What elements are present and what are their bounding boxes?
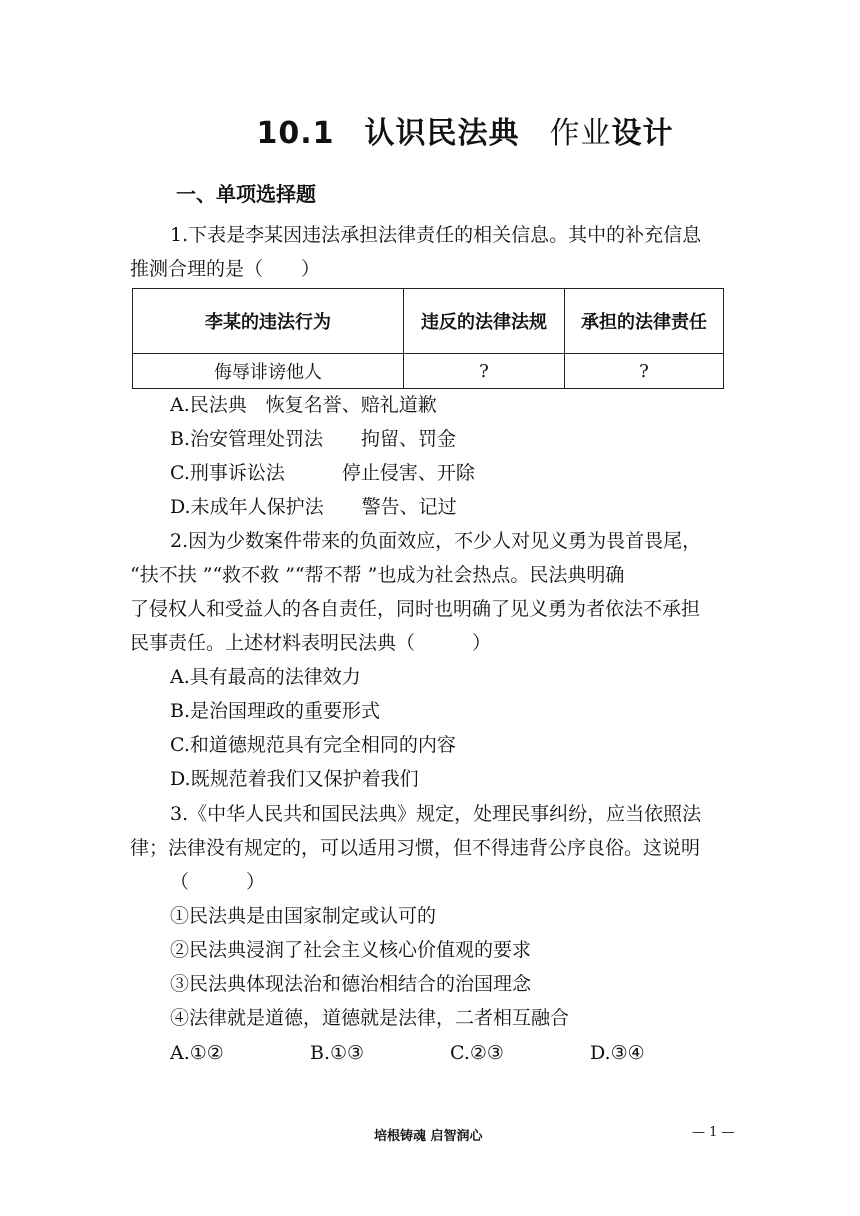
q1-option-a: A.民法典 恢复名誉、赔礼道歉 bbox=[170, 394, 437, 416]
q1-info-table bbox=[132, 288, 724, 389]
table-cell: ? bbox=[404, 354, 565, 389]
q3-statement-1: ①民法典是由国家制定或认可的 bbox=[170, 905, 437, 927]
q3-options-row bbox=[170, 1036, 730, 1070]
q3-stem-line3: （ ） bbox=[170, 871, 266, 893]
footer-motto: 培根铸魂 启智润心 bbox=[374, 1129, 483, 1144]
page-title bbox=[0, 108, 860, 152]
q2-stem-line3: 了侵权人和受益人的各自责任，同时也明确了见义勇为者依法不承担 bbox=[130, 598, 701, 620]
q1-option-c: C.刑事诉讼法 停止侵害、开除 bbox=[170, 462, 475, 484]
q2-stem-line1: 2.因为少数案件带来的负面效应，不少人对见义勇为畏首畏尾， bbox=[170, 530, 702, 552]
page-number: — 1 — bbox=[692, 1125, 735, 1140]
q3-stem-line2: 律；法律没有规定的，可以适用习惯，但不得违背公序良俗。这说明 bbox=[130, 837, 701, 859]
title-tail-bold: 设计 bbox=[611, 116, 674, 151]
q2-option-a: A.具有最高的法律效力 bbox=[170, 666, 361, 688]
q3-option-a: A.①② bbox=[170, 1042, 224, 1064]
table-header-row bbox=[133, 289, 724, 354]
title-number: 10.1 bbox=[256, 116, 335, 151]
q1-stem-line2: 推测合理的是（ ） bbox=[130, 258, 321, 280]
q2-stem-line4: 民事责任。上述材料表明民法典（ ） bbox=[130, 632, 492, 654]
q2-option-d: D.既规范着我们又保护着我们 bbox=[170, 768, 419, 790]
q1-option-b: B.治安管理处罚法 拘留、罚金 bbox=[170, 428, 457, 450]
q3-statement-4: ④法律就是道德，道德就是法律，二者相互融合 bbox=[170, 1007, 570, 1029]
q3-option-c: C.②③ bbox=[450, 1042, 504, 1064]
q3-option-d: D.③④ bbox=[590, 1042, 645, 1064]
q3-statement-2: ②民法典浸润了社会主义核心价值观的要求 bbox=[170, 939, 532, 961]
q1-option-d: D.未成年人保护法 警告、记过 bbox=[170, 496, 457, 518]
table-cell: ? bbox=[565, 354, 724, 389]
table-cell: 侮辱诽谤他人 bbox=[133, 354, 404, 389]
q2-stem-line2: “扶不扶 ”“救不救 ”“帮不帮 ”也成为社会热点。民法典明确 bbox=[130, 564, 625, 586]
q2-option-b: B.是治国理政的重要形式 bbox=[170, 700, 381, 722]
q2-option-c: C.和道德规范具有完全相同的内容 bbox=[170, 734, 456, 756]
q3-option-b: B.①③ bbox=[310, 1042, 365, 1064]
table-header-cell: 承担的法律责任 bbox=[565, 289, 724, 354]
title-main: 认识民法典 bbox=[364, 116, 520, 151]
q3-statement-3: ③民法典体现法治和德治相结合的治国理念 bbox=[170, 973, 532, 995]
q1-stem-line1: 1.下表是李某因违法承担法律责任的相关信息。其中的补充信息 bbox=[170, 224, 702, 246]
table-row bbox=[133, 354, 724, 389]
table-header-cell: 违反的法律法规 bbox=[404, 289, 565, 354]
table-header-cell: 李某的违法行为 bbox=[133, 289, 404, 354]
q3-stem-line1: 3.《中华人民共和国民法典》规定，处理民事纠纷，应当依照法 bbox=[170, 803, 702, 825]
section-heading: 一、单项选择题 bbox=[176, 182, 316, 206]
title-tail-light: 作业 bbox=[549, 116, 612, 151]
